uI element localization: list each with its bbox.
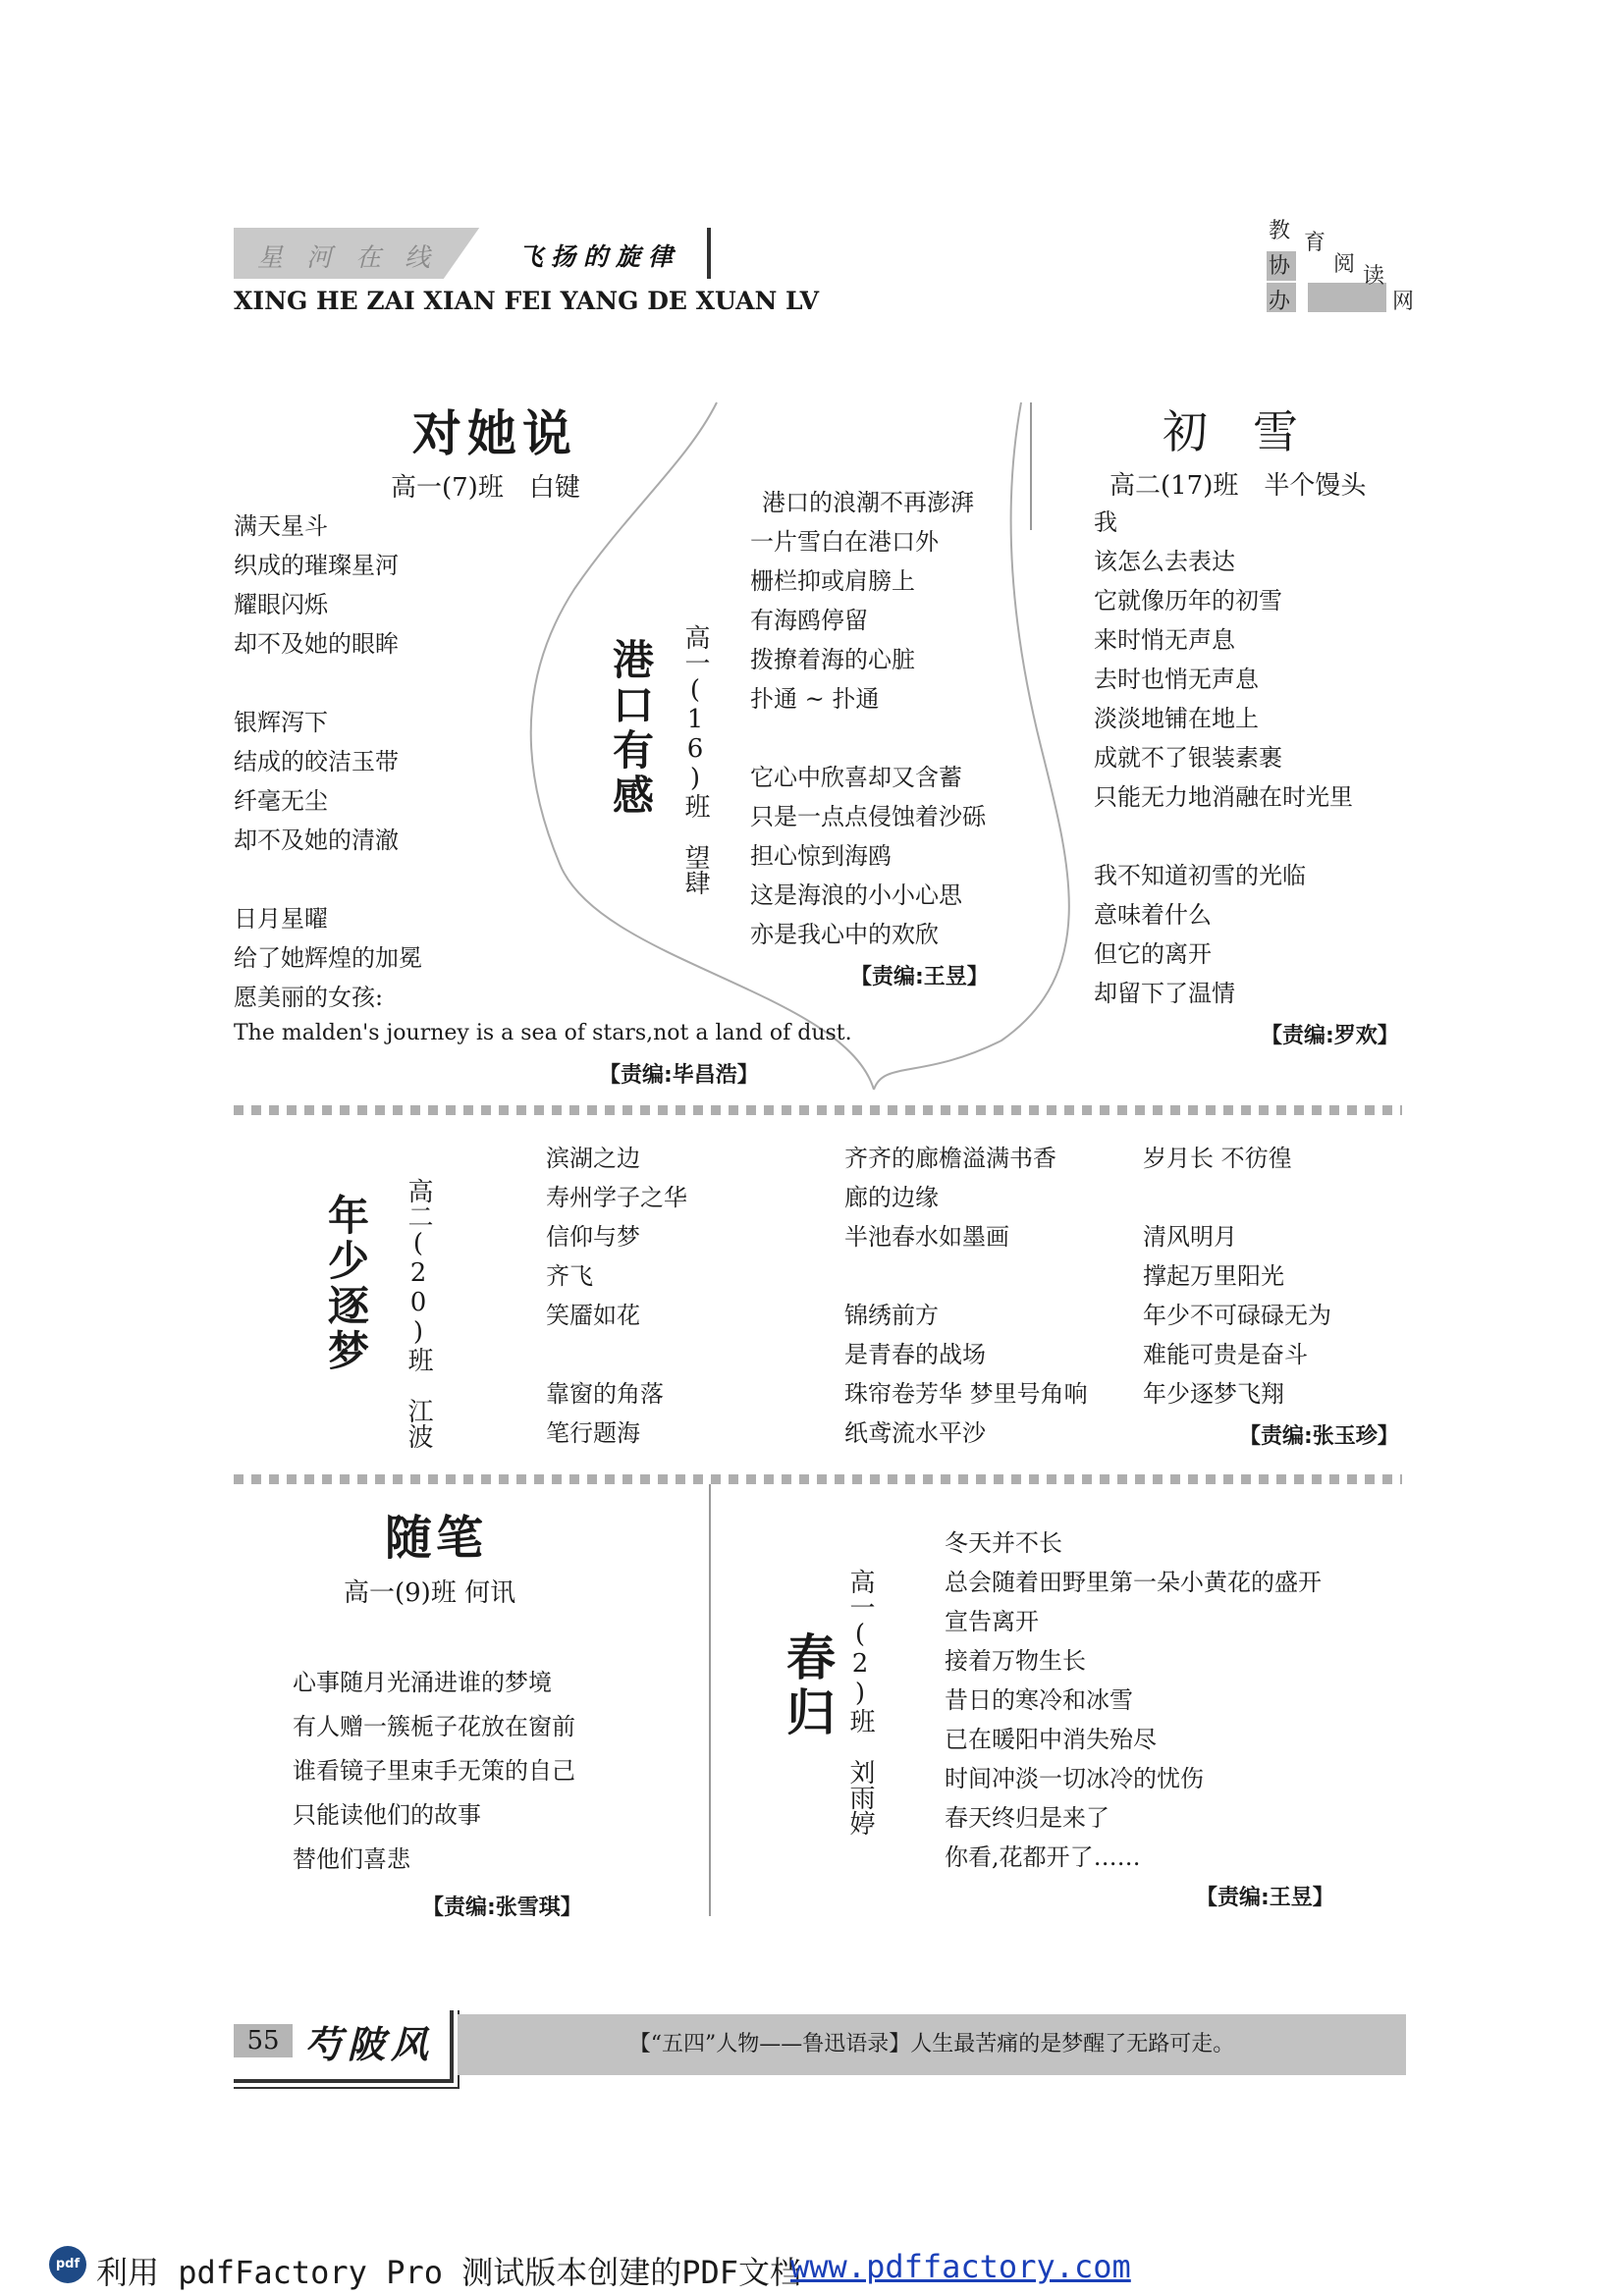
footer-quote: 【“五四”人物——鲁迅语录】人生最苦痛的是梦醒了无路可走。 [458,2014,1406,2075]
poem2-lines [750,483,986,954]
logo-char: 教 [1269,219,1291,243]
poem-line: 拨撩着海的心脏 [750,646,915,673]
poem-line: 日月星曜 [234,905,328,933]
poem4-editor: 【责编:张玉珍】 [1239,1424,1399,1449]
poem-line: 但它的离开 [1094,940,1212,968]
poem3-editor: 【责编:罗欢】 [1261,1024,1399,1048]
poem1-title: 对她说 [412,405,577,462]
page-number: 55 [234,2024,293,2057]
poem-line [1143,1178,1331,1217]
poem4-author: 高二(20)班 江波 [404,1178,433,1449]
poem-line: 廊的边缘 [844,1184,939,1211]
poem-line: 齐齐的廊檐溢满书香 [844,1145,1056,1172]
poem-line: 扑通 ~ 扑通 [750,685,880,713]
wave-divider [234,1105,1402,1115]
poem3-author: 高二(17)班 半个馒头 [1109,471,1367,501]
poem-line: 珠帘卷芳华 梦里号角响 [844,1380,1088,1408]
poem5-title: 随笔 [385,1511,488,1566]
logo-char: 育 [1304,231,1326,255]
poem-line: 信仰与梦 [546,1223,640,1251]
poem-line: 宣告离开 [945,1608,1039,1635]
poem2-editor: 【责编:王昱】 [850,965,989,989]
poem-line: 淡淡地铺在地上 [1094,705,1259,732]
poem-line: 只能读他们的故事 [293,1801,481,1829]
poem-line: 有人赠一簇栀子花放在窗前 [293,1713,575,1740]
poem-line: 接着万物生长 [945,1647,1086,1675]
poem-line [546,1335,687,1374]
poem3-lines [1094,503,1353,1013]
footer-brand: 芍陂风 [304,2022,435,2066]
poem-line: 来时悄无声息 [1094,626,1235,654]
poem-line: 你看,花都开了…… [945,1843,1141,1871]
poem-line: 栅栏抑或肩膀上 [750,567,915,595]
poem-line: 一片雪白在港口外 [750,528,939,556]
poem-line [750,719,986,758]
poem-line: 它心中欣喜却又含蓄 [750,764,962,791]
poem-line: 意味着什么 [1094,901,1212,929]
poem-line: 只是一点点侵蚀着沙砾 [750,803,986,830]
poem-line: 银辉泻下 [234,709,328,736]
poem2-author: 高一(16)班 望肆 [680,624,710,895]
poem-line [844,1256,1088,1296]
poem-line: 昔日的寒冷和冰雪 [945,1686,1133,1714]
poem6-author: 高一(2)班 刘雨婷 [845,1569,875,1836]
poem-line: 成就不了银装素裹 [1094,744,1282,772]
poem-line: 结成的皎洁玉带 [234,748,399,775]
poem-line: 已在暖阳中消失殆尽 [945,1726,1157,1753]
poem-line: 是青春的战场 [844,1341,986,1368]
wave-divider [234,1474,1402,1484]
poem-line: 齐飞 [546,1262,593,1290]
poem3-title: 初 雪 [1163,405,1298,458]
pdf-icon: pdf [49,2246,86,2283]
poem1-english: The malden's journey is a sea of stars,not a land of dust. [234,1021,852,1045]
poem-line: 纸鸢流水平沙 [844,1419,986,1447]
poem-line: 时间冲淡一切冰冷的忧伤 [945,1765,1204,1792]
poem-line: 耀眼闪烁 [234,591,328,618]
poem-line: 却不及她的清澈 [234,827,399,854]
poem5-author: 高一(9)班 何讯 [344,1578,516,1608]
poem-line: 我不知道初雪的光临 [1094,862,1306,889]
poem-line: 笑靥如花 [546,1302,640,1329]
poem6-title: 春归 [779,1631,836,1741]
poem4-col1 [546,1139,687,1453]
logo-char: 协 [1269,254,1291,279]
poem-line: 心事随月光涌进谁的梦境 [293,1669,552,1696]
poem2-title: 港口有感 [607,638,655,819]
watermark-text: 利用 pdfFactory Pro 测试版本创建的PDF文档 [96,2254,802,2291]
poem-line: 给了她辉煌的加冕 [234,944,422,972]
poem-line: 去时也悄无声息 [1094,666,1259,693]
poem-line [1094,817,1353,856]
logo-char: 阅 [1333,252,1356,277]
poem-line: 笔行题海 [546,1419,640,1447]
header-pinyin: XING HE ZAI XIAN FEI YANG DE XUAN LV [234,287,820,315]
poem-line [234,664,422,703]
poem-line: 替他们喜悲 [293,1845,410,1873]
poem1-lines [234,507,422,1017]
poem-line: 有海鸥停留 [750,607,868,634]
poem-line: 却留下了温情 [1094,980,1235,1007]
poem-line: 年少逐梦飞翔 [1143,1380,1284,1408]
poem-line: 靠窗的角落 [546,1380,664,1408]
poem-line: 只能无力地消融在时光里 [1094,783,1353,811]
poem6-editor: 【责编:王昱】 [1196,1886,1334,1910]
poem-line: 谁看镜子里束手无策的自己 [293,1757,575,1785]
poem-line: 这是海浪的小小心思 [750,881,962,909]
poem-line: 它就像历年的初雪 [1094,587,1282,614]
logo-char: 读 [1363,264,1385,289]
poem5-lines [293,1661,575,1882]
poem-line: 纤毫无尘 [234,787,328,815]
poem-line: 总会随着田野里第一朵小黄花的盛开 [945,1569,1322,1596]
poem-line: 织成的璀璨星河 [234,552,399,579]
poem-line: 撑起万里阳光 [1143,1262,1284,1290]
header-left-text: 星河在线 [257,243,455,273]
poem-line: 我 [1094,508,1117,536]
poem-line: 冬天并不长 [945,1529,1062,1557]
poem-line: 担心惊到海鸥 [750,842,892,870]
poem-line: 该怎么去表达 [1094,548,1235,575]
poem-line: 岁月长 不彷徨 [1143,1145,1292,1172]
poem4-col3 [1143,1139,1331,1414]
poem-line: 春天终归是来了 [945,1804,1109,1832]
logo-char: 办 [1269,290,1291,314]
poem-line: 愿美丽的女孩: [234,984,384,1011]
header-right-text: 飞扬的旋律 [518,242,681,271]
poem-line: 滨湖之边 [546,1145,640,1172]
poem5-editor: 【责编:张雪琪】 [422,1896,582,1920]
vertical-divider [709,1484,711,1916]
poem1-author: 高一(7)班 白键 [391,473,580,503]
watermark-link[interactable]: www.pdffactory.com [790,2248,1131,2285]
poem-line: 锦绣前方 [844,1302,939,1329]
poem-line: 港口的浪潮不再澎湃 [762,489,974,516]
poem-line: 满天星斗 [234,512,328,540]
poem-line: 寿州学子之华 [546,1184,687,1211]
poem-line: 亦是我心中的欢欣 [750,921,939,948]
poem-line: 难能可贵是奋斗 [1143,1341,1308,1368]
poem-line: 半池春水如墨画 [844,1223,1009,1251]
logo-char: 网 [1392,290,1415,314]
poem4-col2 [844,1139,1088,1453]
poem-line: 清风明月 [1143,1223,1237,1251]
poem-line: 年少不可碌碌无为 [1143,1302,1331,1329]
poem-line [234,860,422,899]
poem-line: 却不及她的眼眸 [234,630,399,658]
poem6-lines [945,1523,1322,1877]
poem1-editor: 【责编:毕昌浩】 [599,1063,759,1088]
poem4-title: 年少逐梦 [322,1194,370,1374]
